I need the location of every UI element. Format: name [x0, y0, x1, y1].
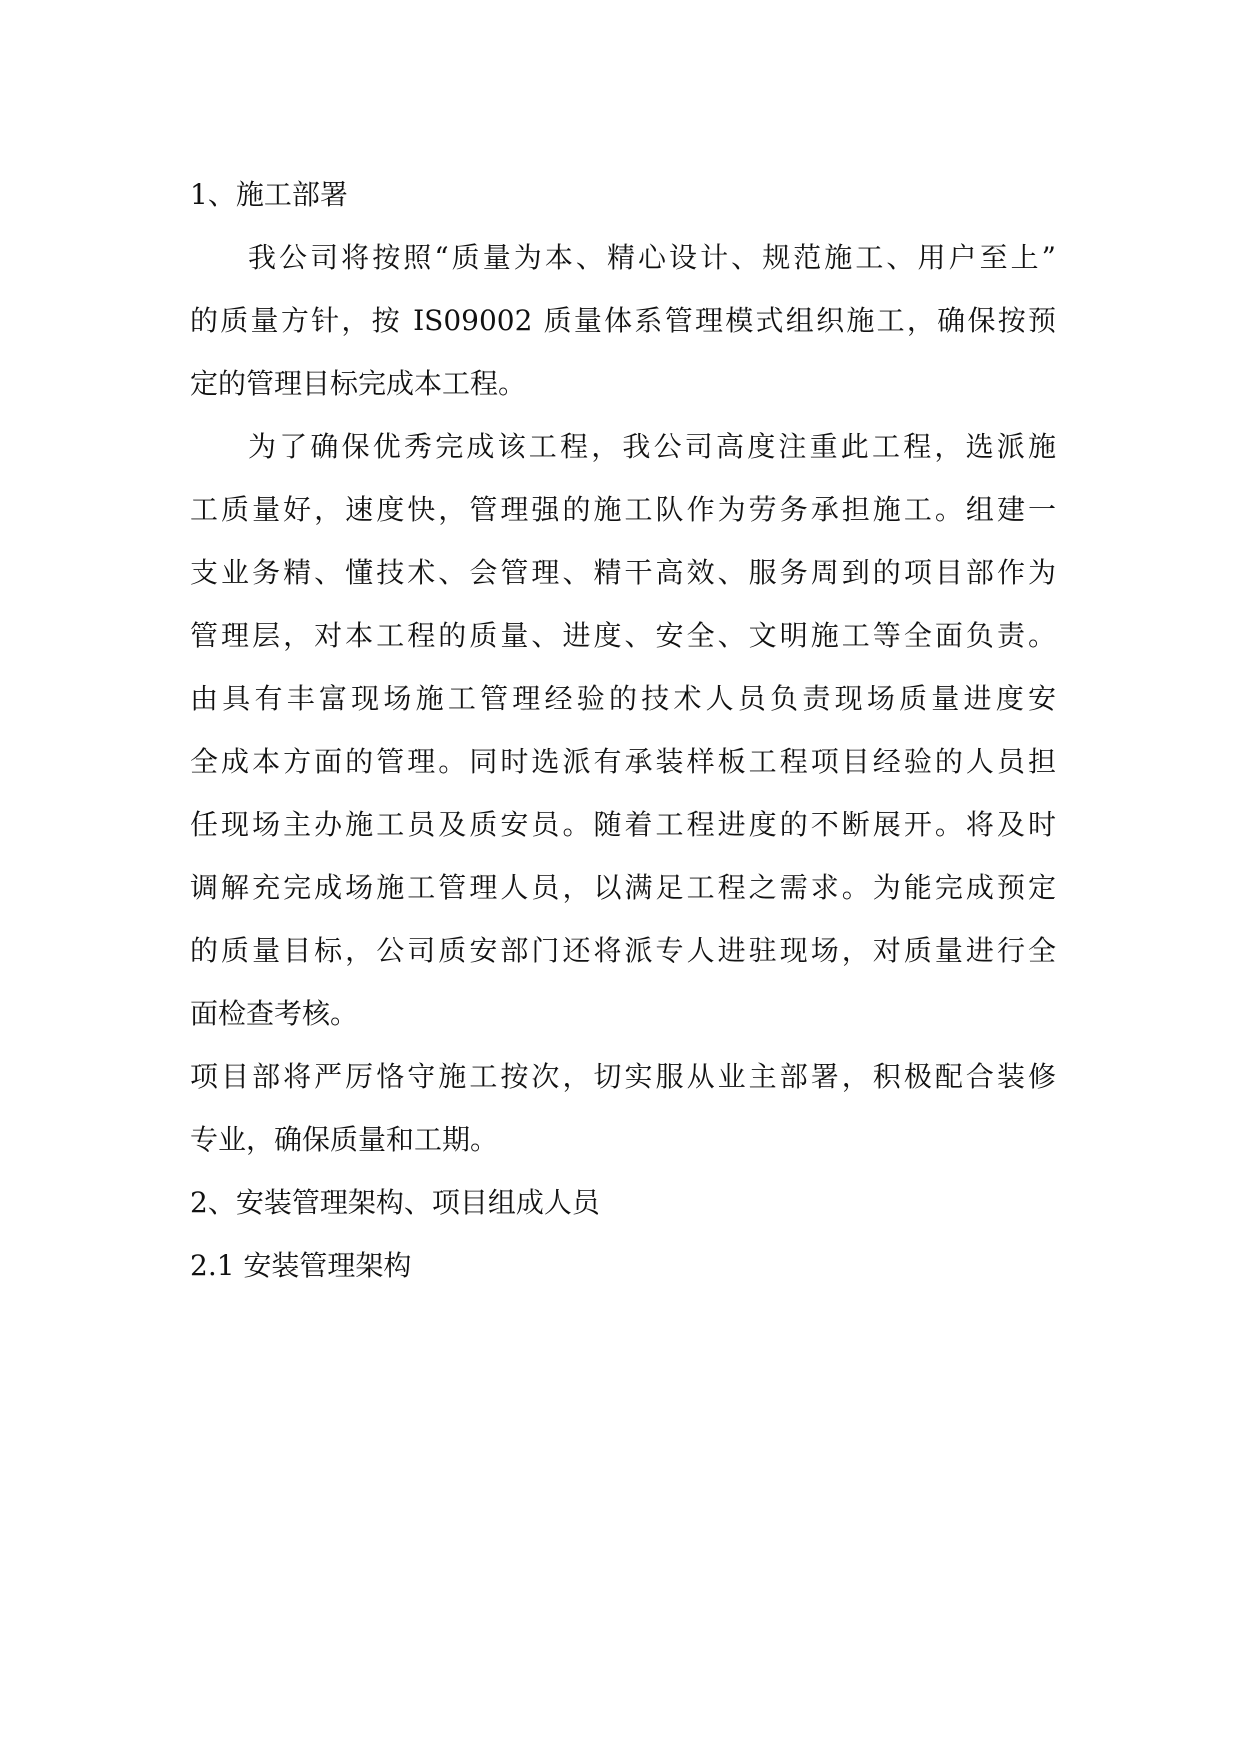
- paragraph-line: 我公司将按照“质量为本、精心设计、规范施工、用户至上”: [248, 241, 1056, 274]
- paragraph-line: 的质量目标，公司质安部门还将派专人进驻现场，对质量进行全: [190, 934, 1056, 967]
- paragraph-line: 项目部将严厉恪守施工按次，切实服从业主部署，积极配合装修: [190, 1060, 1056, 1093]
- section-2-heading: 2、安装管理架构、项目组成人员: [190, 1186, 600, 1219]
- paragraph-line: 为了确保优秀完成该工程，我公司高度注重此工程，选派施: [248, 430, 1056, 463]
- paragraph-line: 的质量方针，按 IS09002 质量体系管理模式组织施工，确保按预: [190, 304, 1056, 337]
- paragraph-line: 工质量好，速度快，管理强的施工队作为劳务承担施工。组建一: [190, 493, 1056, 526]
- paragraph-project-team: [190, 415, 1056, 1045]
- paragraph-cooperation: [190, 1045, 1056, 1171]
- paragraph-line: 面检查考核。: [190, 997, 359, 1030]
- paragraph-line: 专业，确保质量和工期。: [190, 1123, 499, 1156]
- paragraph-line: 任现场主办施工员及质安员。随着工程进度的不断展开。将及时: [190, 808, 1056, 841]
- paragraph-line: 管理层，对本工程的质量、进度、安全、文明施工等全面负责。: [190, 619, 1056, 652]
- paragraph-line: 调解充完成场施工管理人员，以满足工程之需求。为能完成预定: [190, 871, 1056, 904]
- section-1-heading: 1、施工部署: [190, 178, 348, 211]
- paragraph-line: 支业务精、懂技术、会管理、精干高效、服务周到的项目部作为: [190, 556, 1056, 589]
- paragraph-line: 定的管理目标完成本工程。: [190, 367, 527, 400]
- paragraph-quality-policy: [190, 226, 1056, 415]
- paragraph-line: 全成本方面的管理。同时选派有承装样板工程项目经验的人员担: [190, 745, 1056, 778]
- section-2-1-heading: 2.1 安装管理架构: [190, 1249, 412, 1282]
- document-body: [190, 163, 1056, 1297]
- paragraph-line: 由具有丰富现场施工管理经验的技术人员负责现场质量进度安: [190, 682, 1056, 715]
